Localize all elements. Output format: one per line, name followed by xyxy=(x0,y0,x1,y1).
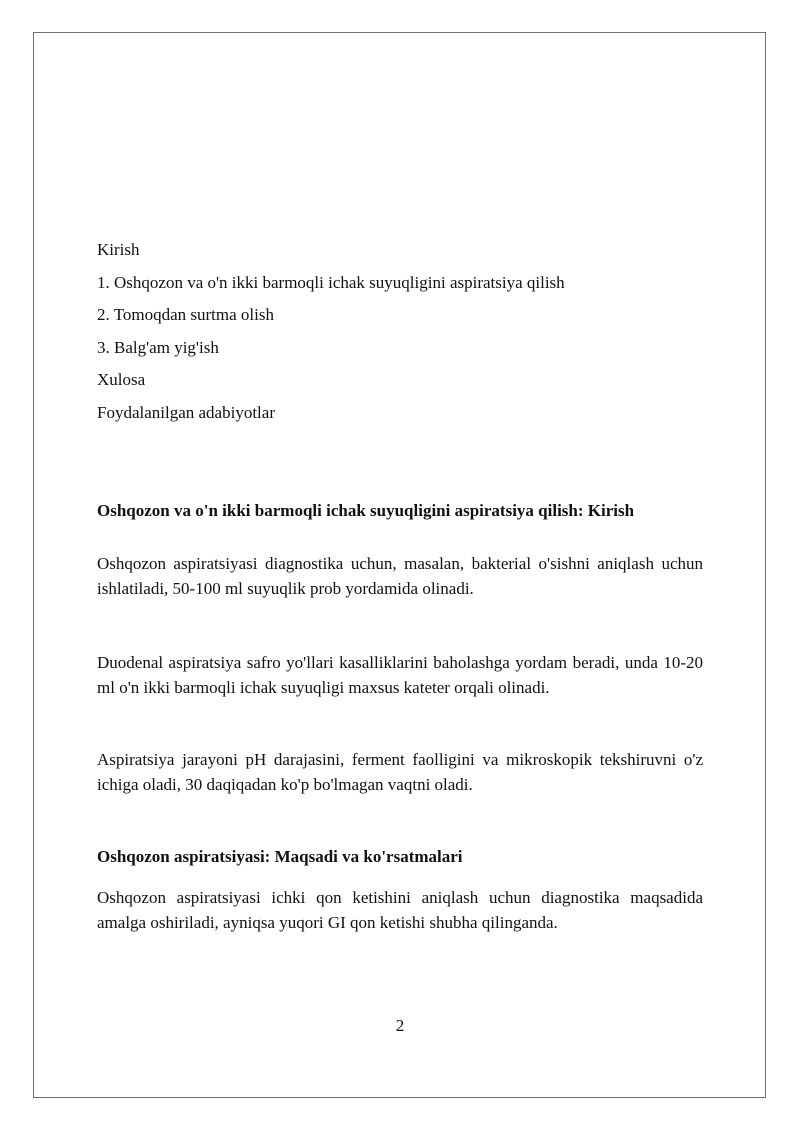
table-of-contents xyxy=(97,240,703,436)
section1-heading: Oshqozon va o'n ikki barmoqli ichak suyuqligini aspiratsiya qilish: Kirish xyxy=(97,501,635,520)
toc-item-references: Foydalanilgan adabiyotlar xyxy=(97,402,275,422)
toc-item-sputum: 3. Balg'am yig'ish xyxy=(97,337,219,357)
section1-paragraph-3: Aspiratsiya jarayoni pH darajasini, ferment faolligini va mikroskopik tekshiruvni o'z ichiga oladi, 30 daqiqadan ko'p bo'lmagan vaqtni oladi. xyxy=(97,750,703,794)
section2-heading: Oshqozon aspiratsiyasi: Maqsadi va ko'rsatmalari xyxy=(97,847,463,866)
toc-item-conclusion: Xulosa xyxy=(97,370,146,390)
toc-item-throat-swab: 2. Tomoqdan surtma olish xyxy=(97,305,274,325)
page-number: 2 xyxy=(395,1016,405,1035)
section1-paragraph-2: Duodenal aspiratsiya safro yo'llari kasalliklarini baholashga yordam beradi, unda 10-20 ml o'n ikki barmoqli ichak suyuqligi maxsus kateter orqali olinadi. xyxy=(97,653,703,697)
section1-paragraph-1: Oshqozon aspiratsiyasi diagnostika uchun, masalan, bakterial o'sishni aniqlash uchun ishlatiladi, 50-100 ml suyuqlik prob yordamida olinadi. xyxy=(97,554,703,598)
toc-item-aspiration: 1. Oshqozon va o'n ikki barmoqli ichak suyuqligini aspiratsiya qilish xyxy=(97,272,565,292)
section2-paragraph-1: Oshqozon aspiratsiyasi ichki qon ketishini aniqlash uchun diagnostika maqsadida amalga oshiriladi, ayniqsa yuqori GI qon ketishi shubha qilinganda. xyxy=(97,888,703,932)
toc-item-intro: Kirish xyxy=(97,240,140,259)
